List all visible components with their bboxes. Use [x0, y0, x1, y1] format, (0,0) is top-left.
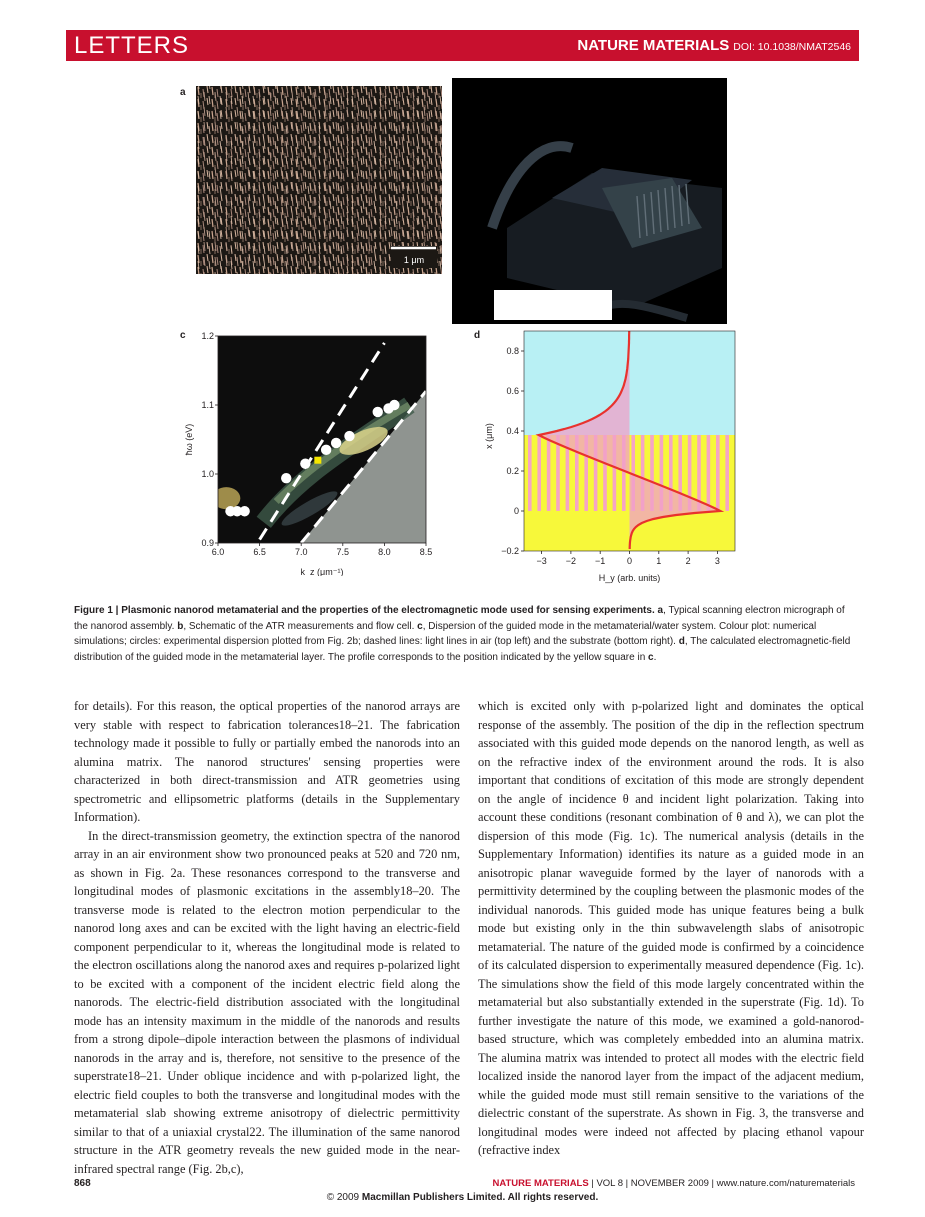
caption-d-text: , The calculated electromagnetic-field distribution of the guided mode in the metamaterial layer. The profile corresponds to the position indicated by the yellow square in — [74, 636, 851, 663]
nanorod-stripe — [725, 435, 729, 511]
panel-d-label: d — [474, 330, 481, 341]
x-tick-label: 6.5 — [253, 547, 266, 557]
y-tick-label: 0.4 — [506, 426, 519, 436]
panel-a-label: a — [180, 87, 186, 98]
y-tick-label: 1.2 — [201, 331, 214, 341]
x-tick-label: 7.5 — [336, 547, 350, 557]
y-tick-label: 1.0 — [201, 469, 214, 479]
data-point — [239, 506, 249, 516]
resonance-lobe — [212, 487, 240, 509]
atr-flow-cell-schematic — [452, 78, 727, 324]
data-point — [331, 438, 341, 448]
caption-a-text: , Typical scanning electron micrograph of the nanorod assembly. — [74, 605, 845, 632]
x-tick-label: 1 — [656, 556, 662, 566]
caption-figure-label: Figure 1 | Plasmonic nanorod metamaterial and the properties of the electromagnetic mode used for sensing experiments. — [74, 605, 655, 616]
yellow-square-marker — [314, 457, 321, 464]
x-tick-label: 8.5 — [419, 547, 433, 557]
copyright — [0, 1192, 925, 1203]
nanorod-stripe — [556, 435, 560, 511]
scale-bar-label: 1 μm — [403, 255, 425, 265]
page-number: 868 — [74, 1178, 91, 1189]
nanorod-stripe — [707, 435, 711, 511]
data-point — [373, 407, 383, 417]
x-tick-label: 3 — [714, 556, 720, 566]
journal-name: NATURE MATERIALS — [577, 37, 730, 54]
data-point — [321, 445, 331, 455]
caption-b-text: , Schematic of the ATR measurements and flow cell. — [183, 620, 415, 632]
x-tick-label: 8.0 — [378, 547, 391, 557]
plot-area — [212, 336, 426, 543]
x-tick-label: 6.0 — [211, 547, 225, 557]
x-tick-label: 2 — [685, 556, 691, 566]
data-point — [344, 431, 354, 441]
y-tick-label: 0 — [513, 506, 519, 516]
x-tick-label: −2 — [565, 556, 577, 566]
nanorod-stripe — [528, 435, 532, 511]
paragraph: In the direct-transmission geometry, the extinction spectra of the nanorod array in an air environment show two pronounced peaks at 520 and 720 nm, as shown in Fig. 2a. These resonances correspond to the transverse and longitudinal modes of plasmonic excitations in the assembly18–20. The transverse mode is related to the electron motion perpendicular to the nanorod long axes and can be excited with the light having an electric-field component perpendicular to it, whereas the longitudinal mode is related to the electron oscillations along the nanorod axes and requires p-polarized light to be excited with a component of the incident electric field along the nanorods. The electric-field distribution associated with the longitudinal mode has an intensity maximum in the middle of the nanorods and results from a strong dipole–dipole interaction between the plasmons of individual nanorods in the array and is, therefore, not sensitive to the presence of the superstrate18–21. Under oblique incidence and with p-polarized light, the electric field couples to both the transverse and longitudinal modes with the metamaterial slab showing extreme anisotropy of dielectric permittivity similar to that of a uniaxial crystal22. The illumination of the same nanorod structure in the ATR geometry reveals the new guided mode in the near-infrared spectral range (Fig. 2b,c), — [74, 828, 460, 1176]
data-point — [281, 473, 291, 483]
caption-d-end: . — [653, 651, 657, 663]
x-axis-label: H_y (arb. units) — [598, 573, 661, 583]
panel-c-label: c — [180, 330, 186, 341]
data-point — [300, 458, 310, 468]
y-axis-label: x (μm) — [484, 423, 494, 449]
footer-journal-name: NATURE MATERIALS — [492, 1178, 589, 1189]
caption-a-label: a — [657, 605, 664, 616]
caption-d-ref: c — [648, 651, 654, 663]
caption-d-label: d — [678, 636, 685, 647]
schematic-legend-box — [494, 290, 612, 320]
sem-micrograph — [196, 86, 442, 274]
data-point — [389, 400, 399, 410]
y-tick-label: 1.1 — [201, 400, 214, 410]
paragraph: for details). For this reason, the optical properties of the nanorod arrays are very stable with respect to fabrication tolerances18–21. The fabrication technology made it possible to fully or partially embed the nanorods into an alumina matrix. The nanorod structures' sensing properties were characterized in both direct-transmission and ATR geometries using spectrometric and ellipsometric platforms (details in the Supplementary Information). — [74, 699, 460, 824]
dispersion-chart — [180, 326, 450, 576]
field-profile-chart — [474, 326, 764, 588]
copyright-year: © 2009 — [326, 1192, 362, 1203]
x-tick-label: 7.0 — [294, 547, 308, 557]
nanorod-stripe — [547, 435, 551, 511]
paragraph: which is excited only with p-polarized light and dominates the optical response of the assembly. The position of the dip in the reflection spectrum associated with this guided mode depends on the nanorod length, as well as on the refractive index of the environment around the rods. It is also important that conditions of excitation of this mode are strongly dependent on the angle of incidence θ and incident light polarization. Taking into account these conditions (resonant combination of θ and λ), we can plot the dispersion of this mode (Fig. 1c). The numerical analysis (details in the Supplementary Information) identifies its nature as a guided mode in an anisotropic planar waveguide formed by the layer of nanorods with a permittivity determined by the coupling between the plasmonic modes of the individual nanorods. This guided mode has unique features being a bulk mode but existing only in the thin subwavelength slabs of anisotropic metamaterial. The nature of the guided mode is confirmed by a coincidence of its calculated dispersion to experimentally measured dependence (Fig. 1c). The simulations show the field of this mode largely concentrated within the metamaterial but also substantially extended in the superstrate (Fig. 1d). To further investigate the nature of this mode, we examined a gold-nanorod-based structure, which was completely embedded into an alumina matrix. The alumina matrix was intended to protect all modes with the electric field localized inside the nanorod layer from the impact of the adjacent medium, while the guided mode must still remain sensitive to the variations of the dielectric constant of the superstrate. As shown in Fig. 3, the transverse and longitudinal modes were indeed not affected by placing ethanol vapour (refractive index — [478, 699, 864, 1157]
y-tick-label: 0.6 — [506, 386, 519, 396]
nanorod-stripe — [537, 435, 541, 511]
caption-c-label: c — [417, 620, 423, 632]
y-axis-label: ħω (eV) — [184, 423, 194, 456]
section-title: LETTERS — [74, 32, 190, 59]
y-tick-label: 0.9 — [201, 538, 214, 548]
y-tick-label: −0.2 — [501, 546, 519, 556]
footer-issue: | VOL 8 | NOVEMBER 2009 | www.nature.com/naturematerials — [588, 1178, 855, 1189]
y-tick-label: 0.8 — [506, 346, 519, 356]
x-tick-label: 0 — [626, 556, 633, 566]
journal-header — [577, 37, 851, 54]
x-tick-label: −3 — [536, 556, 547, 566]
x-axis-label: k_z (μm⁻¹) — [300, 567, 344, 576]
y-tick-label: 0.2 — [506, 466, 519, 476]
figure-caption — [74, 603, 854, 665]
caption-b-label: b — [177, 620, 184, 632]
caption-c-text: , Dispersion of the guided mode in the metamaterial/water system. Colour plot: numerical simulations; circles: experimental dispersion plotted from Fig. 2b; dashed lines: light lines in air (top left) and the substrate (bottom right). — [74, 620, 817, 647]
plot-area — [524, 331, 735, 551]
running-header — [66, 30, 859, 61]
copyright-text: Macmillan Publishers Limited. All rights reserved. — [361, 1192, 599, 1203]
body-column-left — [74, 697, 460, 1178]
body-column-right — [478, 697, 864, 1160]
x-tick-label: −1 — [595, 556, 606, 566]
doi: DOI: 10.1038/NMAT2546 — [733, 41, 851, 53]
nanorod-stripe — [716, 435, 720, 511]
footer-journal — [492, 1178, 855, 1189]
